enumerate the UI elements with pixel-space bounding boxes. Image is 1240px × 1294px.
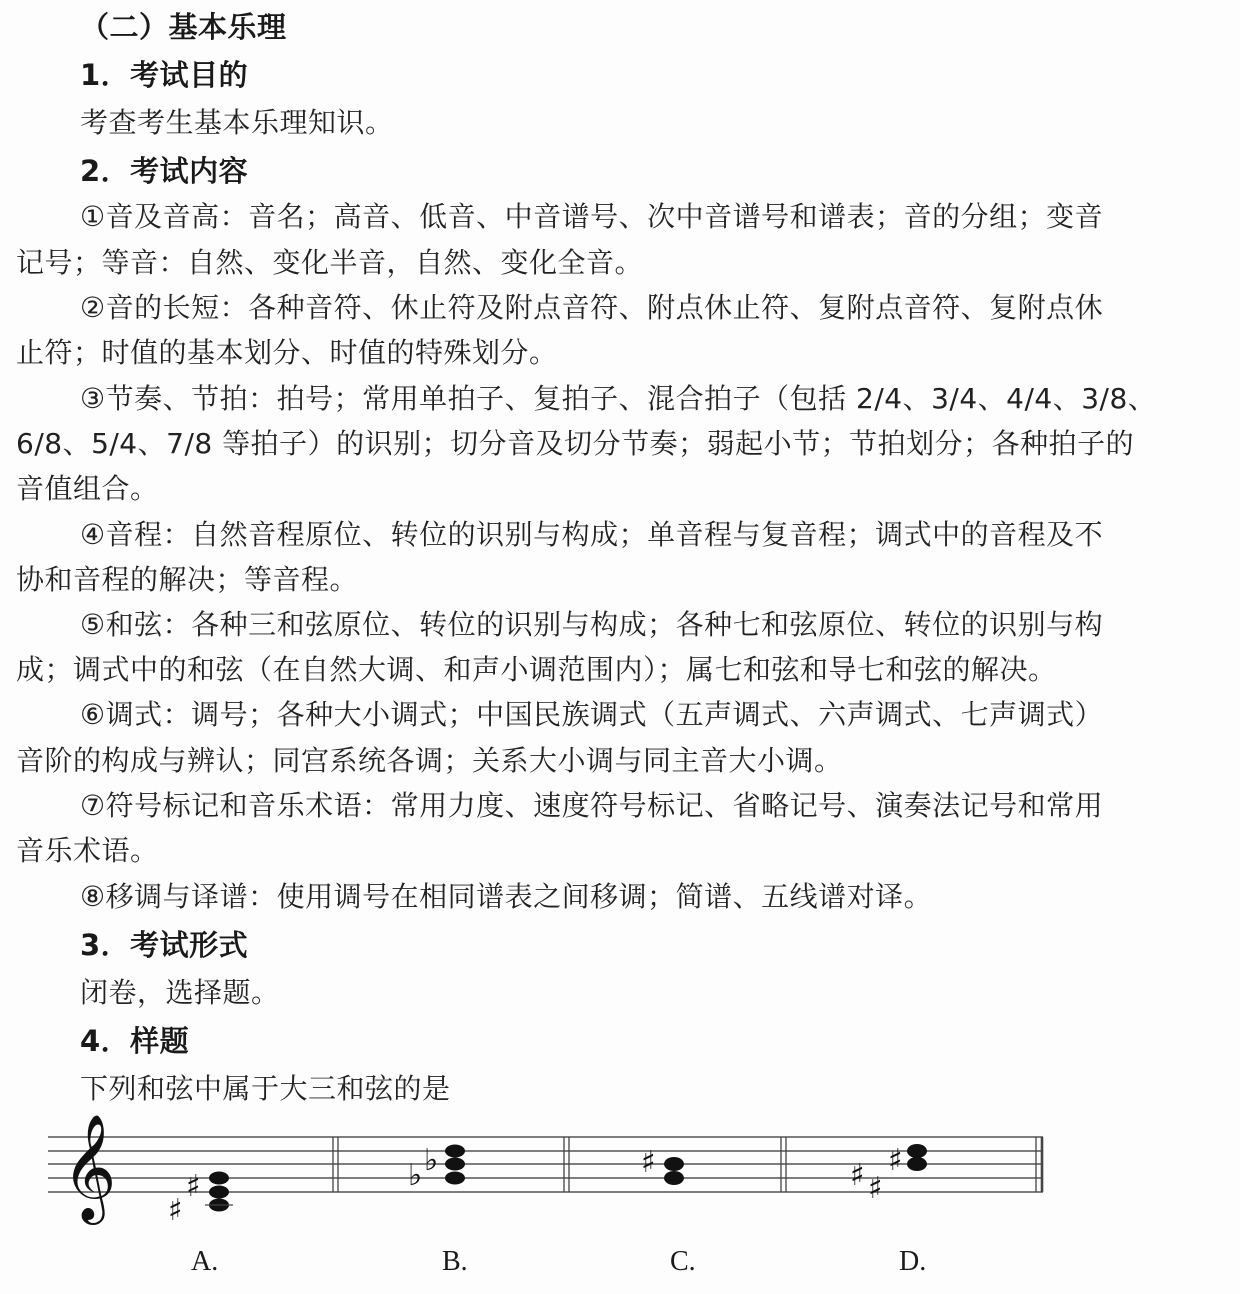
question-text: 下列和弦中属于大三和弦的是 (80, 1072, 451, 1105)
content-item-4-line2: 协和音程的解决；等音程。 (16, 563, 359, 596)
choice-d: D. (899, 1246, 927, 1277)
notehead (907, 1157, 927, 1171)
content-item-6-line1: ⑥调式：调号；各种大小调式；中国民族调式（五声调式、六声调式、七声调式） (80, 698, 1104, 731)
notehead (445, 1158, 465, 1171)
content-item-5-line1: ⑤和弦：各种三和弦原位、转位的识别与构成；各种七和弦原位、转位的识别与构 (80, 608, 1104, 641)
flat-icon: ♭ (408, 1158, 423, 1193)
svg-text:𝄞: 𝄞 (62, 1113, 117, 1220)
content-item-4-line1: ④音程：自然音程原位、转位的识别与构成；单音程与复音程；调式中的音程及不 (80, 518, 1104, 551)
chord-d (850, 1143, 927, 1206)
heading-exam-format: 3．考试形式 (80, 928, 249, 962)
choice-c: C. (670, 1246, 696, 1277)
content-item-5-line2: 成；调式中的和弦（在自然大调、和声小调范围内）；属七和弦和导七和弦的解决。 (16, 653, 1057, 686)
exam-purpose-text: 考查考生基本乐理知识。 (80, 106, 394, 139)
notehead (445, 1145, 465, 1158)
content-item-2-line2: 止符；时值的基本划分、时值的特殊划分。 (16, 336, 558, 369)
content-item-3-line3: 音值组合。 (16, 472, 159, 505)
content-item-3-line2: 6/8、5/4、7/8 等拍子）的识别；切分音及切分节奏；弱起小节；节拍划分；各种拍子的 (16, 427, 1135, 460)
section-title: （二）基本乐理 (80, 10, 287, 44)
content-item-2-line1: ②音的长短：各种音符、休止符及附点音符、附点休止符、复附点音符、复附点休 (80, 291, 1104, 324)
content-item-3-line1: ③节奏、节拍：拍号；常用单拍子、复拍子、混合拍子（包括 2/4、3/4、4/4、3/8、 (80, 382, 1157, 415)
notehead (209, 1172, 229, 1185)
choice-b: B. (442, 1246, 468, 1277)
sharp-icon: ♯ (888, 1143, 903, 1178)
content-item-1-line2: 记号；等音：自然、变化半音，自然、变化全音。 (16, 246, 644, 279)
exam-format-text: 闭卷，选择题。 (80, 976, 280, 1009)
notehead (209, 1186, 229, 1199)
sharp-icon: ♯ (641, 1145, 656, 1180)
notehead (664, 1157, 684, 1171)
notehead (907, 1144, 927, 1158)
heading-exam-content: 2．考试内容 (80, 154, 249, 188)
notehead (664, 1171, 684, 1185)
treble-clef-icon (62, 1113, 116, 1225)
content-item-6-line2: 音阶的构成与辨认；同宫系统各调；关系大小调与同主音大小调。 (16, 744, 843, 777)
notehead (445, 1172, 465, 1185)
content-item-1-line1: ①音及音高：音名；高音、低音、中音谱号、次中音谱号和谱表；音的分组；变音 (80, 200, 1104, 233)
content-item-7-line1: ⑦符号标记和音乐术语：常用力度、速度符号标记、省略记号、演奏法记号和常用 (80, 789, 1104, 822)
sharp-icon: ♯ (168, 1193, 183, 1228)
choice-a: A. (191, 1246, 219, 1277)
heading-exam-purpose: 1．考试目的 (80, 58, 249, 92)
flat-icon: ♭ (424, 1143, 439, 1178)
content-item-8-line1: ⑧移调与译谱：使用调号在相同谱表之间移调；简谱、五线谱对译。 (80, 880, 933, 913)
sharp-icon: ♯ (186, 1169, 201, 1204)
heading-sample-question: 4．样题 (80, 1024, 190, 1058)
sharp-icon: ♯ (850, 1158, 865, 1193)
content-item-7-line2: 音乐术语。 (16, 834, 159, 867)
sharp-icon: ♯ (868, 1171, 883, 1206)
